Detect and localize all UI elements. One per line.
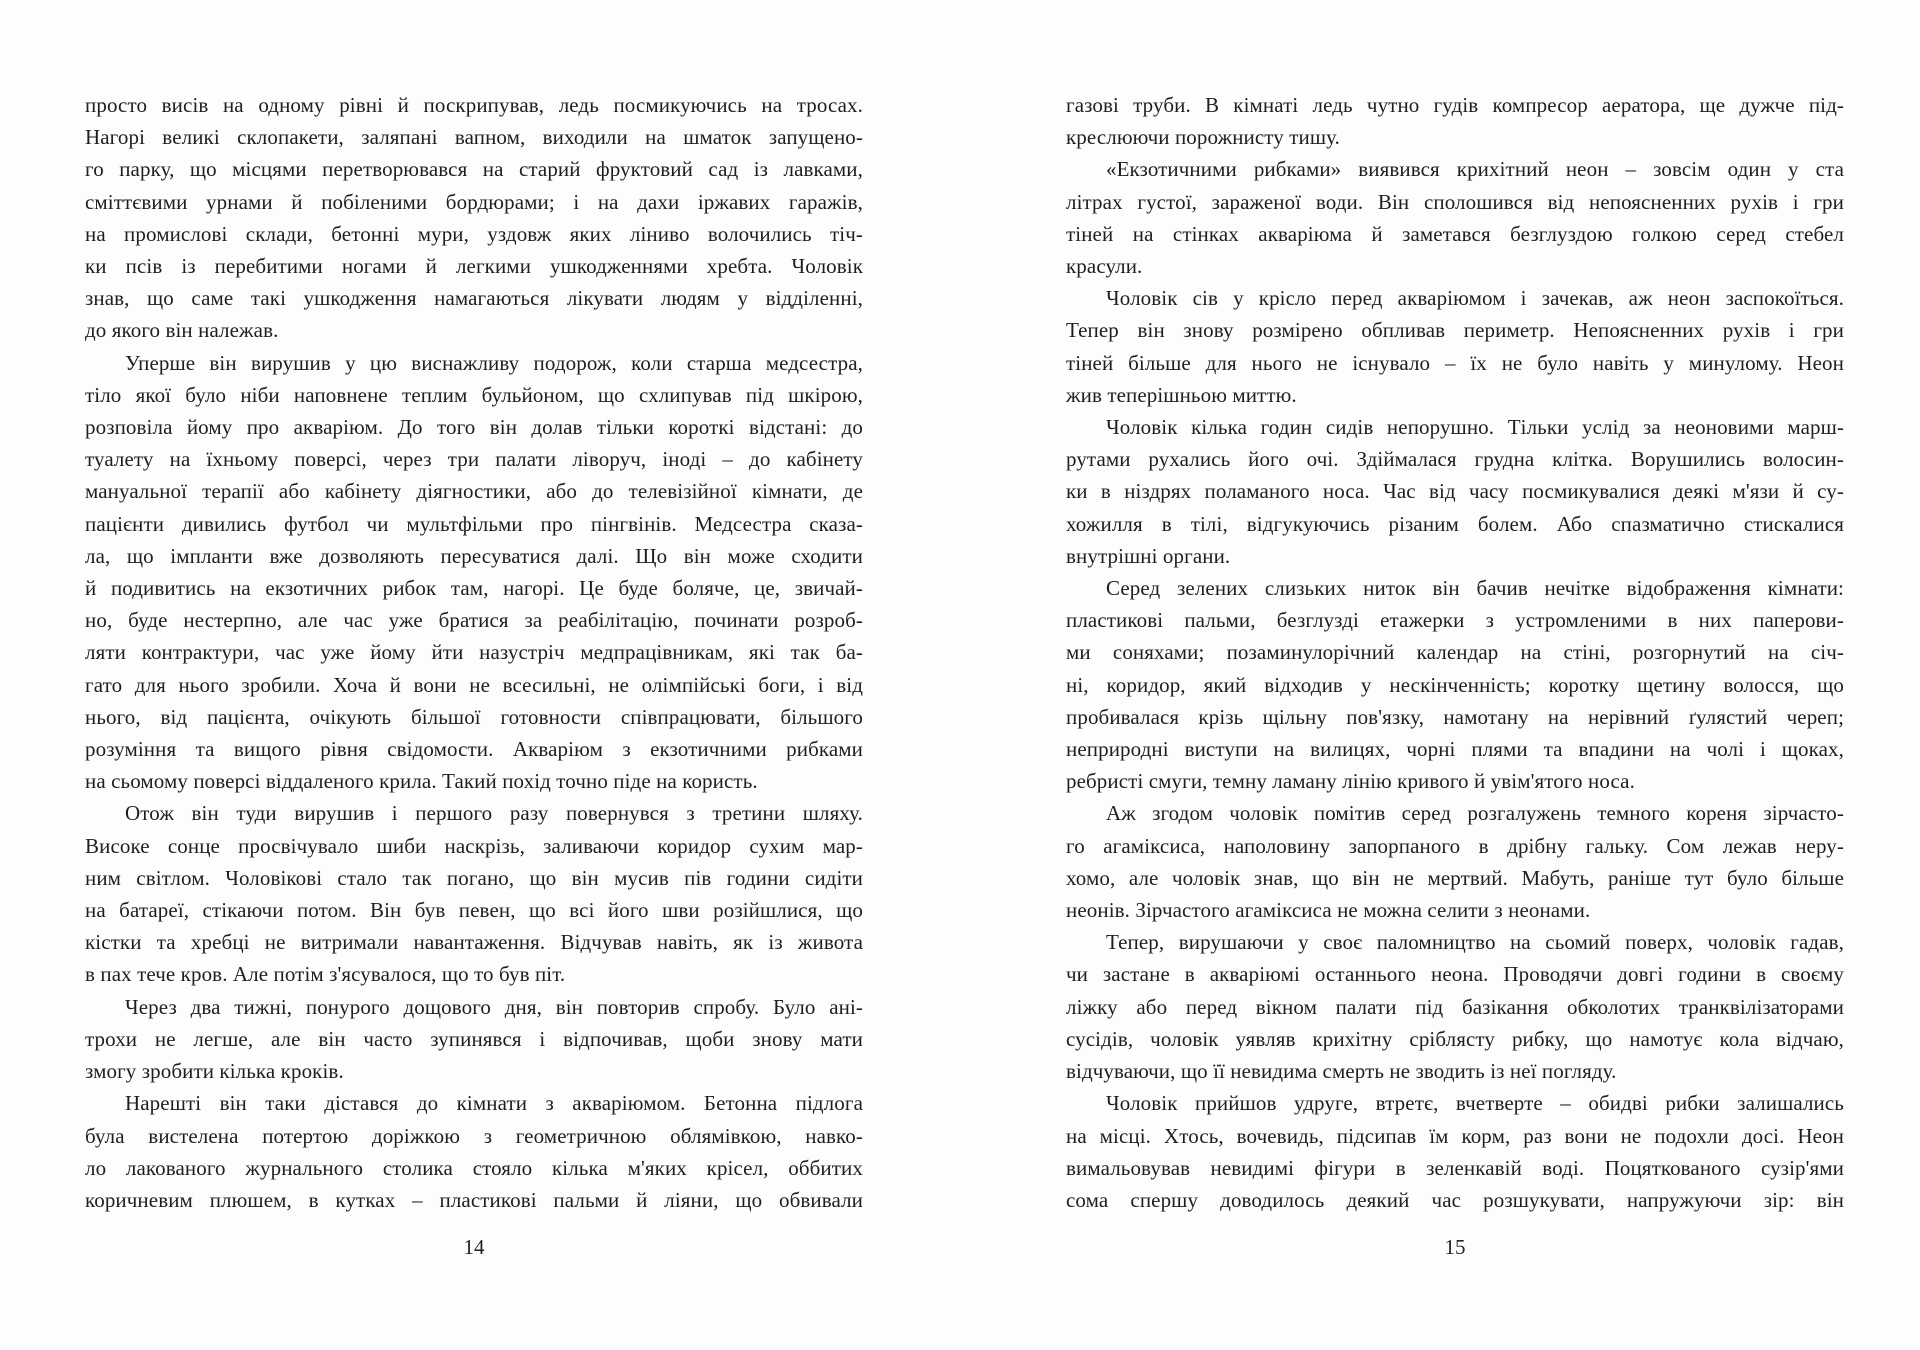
text-line: на місці. Хтось, вочевидь, підсипав їм корм, раз вони не подохли досі. Неон bbox=[1066, 1123, 1844, 1148]
text-line: но, буде нестерпно, але час уже братися за реабілітацію, починати розроб- bbox=[85, 608, 863, 633]
text-line: хомо, але чоловік знав, що він не мертвий. Мабуть, раніше тут було більше bbox=[1066, 865, 1844, 890]
text-line: змогу зробити кілька кроків. bbox=[85, 1059, 344, 1084]
text-line: Чоловік сів у крісло перед акваріюмом і зачекав, аж неон заспокоїться. bbox=[1106, 286, 1844, 311]
text-line: тіло якої було ніби наповнене теплим бульйоном, що схлипував під шкірою, bbox=[85, 382, 863, 407]
text-line: Уперше він вирушив у цю виснажливу подорож, коли старша медсестра, bbox=[125, 350, 863, 375]
text-line: трохи не легше, але він часто зупинявся і відпочивав, щоби знову мати bbox=[85, 1026, 863, 1051]
text-line: Тепер він знову розмірено обпливав периметр. Непоясненних рухів і гри bbox=[1066, 318, 1844, 343]
text-line: ліжку або перед вікном палати під базікання обколотих транквілізаторами bbox=[1066, 994, 1844, 1019]
text-line: сміттєвими урнами й побіленими бордюрами; і на дахи іржавих гаражів, bbox=[85, 189, 863, 214]
text-line: мануальної терапії або кабінету діягностики, або до телевізійної кімнати, де bbox=[85, 479, 863, 504]
text-line: ребристі смуги, темну ламану лінію кривого й увім'ятого носа. bbox=[1066, 769, 1635, 794]
text-line: пластикові пальми, безглузді етажерки з устромленими в них паперови- bbox=[1066, 608, 1844, 633]
text-line: газові труби. В кімнаті ледь чутно гудів компресор аератора, ще дужче під- bbox=[1066, 93, 1844, 117]
page-right-text bbox=[1066, 89, 1844, 1216]
text-line: Через два тижні, понурого дощового дня, він повторив спробу. Було ані- bbox=[125, 994, 863, 1019]
page-left bbox=[85, 89, 863, 1309]
text-line: на промислові склади, бетонні мури, уздовж яких ліниво волочились тіч- bbox=[85, 221, 863, 246]
text-line: розуміння та вищого рівня свідомости. Акваріюм з екзотичними рибками bbox=[85, 737, 863, 762]
text-line: сома спершу доводилось деякий час розшукувати, напружуючи зір: він bbox=[1066, 1187, 1844, 1212]
text-line: пробивалася крізь щільну пов'язку, намотану на нерівний ґулястий череп; bbox=[1066, 704, 1844, 729]
text-line: Чоловік кілька годин сидів непорушно. Тільки услід за неоновими марш- bbox=[1106, 415, 1844, 440]
text-line: розповіла йому про акваріюм. До того він долав тільки короткі відстані: до bbox=[85, 415, 863, 440]
text-line: Аж згодом чоловік помітив серед розгалужень темного кореня зірчасто- bbox=[1106, 801, 1844, 826]
text-line: ки псів із перебитими ногами й легкими ушкодженнями хребта. Чоловік bbox=[85, 254, 863, 279]
text-line: красули. bbox=[1066, 254, 1143, 279]
text-line: гато для нього зробили. Хоча й вони не всесильні, не олімпійські боги, і від bbox=[85, 672, 863, 697]
text-line: знав, що саме такі ушкодження намагаються лікувати людям у відділенні, bbox=[85, 286, 863, 311]
text-line: ми соняхами; позаминулорічний календар на стіні, розгорнутий на січ- bbox=[1066, 640, 1844, 665]
text-line: ляти контрактури, час уже йому йти назустріч медпрацівникам, які так ба- bbox=[85, 640, 863, 665]
text-line: пацієнти дивились футбол чи мультфільми про пінгвінів. Медсестра сказа- bbox=[85, 511, 863, 536]
text-line: неприродні виступи на вилицях, чорні плями та впадини на чолі і щоках, bbox=[1066, 737, 1844, 762]
page-number: 15 bbox=[1444, 1235, 1466, 1259]
text-line: рутами рухались його очі. Здіймалася грудна клітка. Ворушились волосин- bbox=[1066, 447, 1844, 472]
text-line: ні, коридор, який відходив у нескінченність; коротку щетину волосся, що bbox=[1066, 672, 1844, 697]
text-line: внутрішні органи. bbox=[1066, 543, 1231, 568]
page-number: 14 bbox=[463, 1235, 485, 1259]
text-line: й подивитись на екзотичних рибок там, нагорі. Це буде боляче, це, звичай- bbox=[85, 576, 863, 601]
text-line: «Екзотичними рибками» виявився крихітний неон – зовсім один у ста bbox=[1106, 157, 1844, 182]
text-line: Тепер, вирушаючи у своє паломництво на сьомий поверх, чоловік гадав, bbox=[1106, 930, 1844, 955]
text-line: Чоловік прийшов удруге, втретє, вчетверте – обидві рибки залишались bbox=[1106, 1091, 1844, 1116]
text-line: відчуваючи, що її невидима смерть не зводить із неї погляду. bbox=[1066, 1059, 1617, 1084]
text-line: неонів. Зірчастого агаміксиса не можна селити з неонами. bbox=[1066, 898, 1591, 923]
text-line: туалету на їхньому поверсі, через три палати ліворуч, іноді – до кабінету bbox=[85, 447, 863, 472]
text-line: Нарешті він таки дістався до кімнати з акваріюмом. Бетонна підлога bbox=[125, 1091, 863, 1116]
text-line: хожилля в тілі, відгукуючись різаним болем. Або спазматично стискалися bbox=[1066, 511, 1844, 536]
text-line: тіней на стінках акваріюма й заметався безглуздою голкою серед стебел bbox=[1066, 221, 1844, 246]
text-line: кістки та хребці не витримали навантаження. Відчував навіть, як із живота bbox=[85, 930, 863, 955]
text-line: ла, що імпланти вже дозволяють пересуватися далі. Що він може сходити bbox=[85, 543, 863, 568]
text-line: Високе сонце просвічувало шиби наскрізь, заливаючи коридор сухим мар- bbox=[85, 833, 863, 858]
text-line: Нагорі великі склопакети, заляпані вапном, виходили на шматок запущено- bbox=[85, 125, 863, 150]
text-line: вимальовував невидимі фігури в зеленкавій воді. Поцяткованого сузір'ями bbox=[1066, 1155, 1844, 1180]
text-line: на батареї, стікаючи потом. Він був певен, що всі його шви розійшлися, що bbox=[85, 898, 863, 923]
text-line: Отож він туди вирушив і першого разу повернувся з третини шляху. bbox=[125, 801, 863, 826]
text-line: просто висів на одному рівні й поскрипував, ледь посмикуючись на тросах. bbox=[85, 93, 863, 117]
text-line: жив теперішньою миттю. bbox=[1066, 382, 1297, 407]
text-line: до якого він належав. bbox=[85, 318, 279, 343]
text-line: го агаміксиса, наполовину запорпаного в дрібну гальку. Сом лежав неру- bbox=[1066, 833, 1844, 858]
text-line: в пах тече кров. Але потім з'ясувалося, що то був піт. bbox=[85, 962, 566, 987]
text-line: була вистелена потертою доріжкою з геометричною облямівкою, навко- bbox=[85, 1123, 863, 1148]
page-right bbox=[1066, 89, 1844, 1309]
text-line: ло лакованого журнального столика стояло кілька м'яких крісел, оббитих bbox=[85, 1155, 863, 1180]
text-line: сусідів, чоловік уявляв крихітну сріблясту рибку, що намотує кола відчаю, bbox=[1066, 1026, 1844, 1051]
text-line: Серед зелених слизьких ниток він бачив нечітке відображення кімнати: bbox=[1106, 576, 1844, 601]
text-line: чи застане в акваріюмі останнього неона. Проводячи довгі години в своєму bbox=[1066, 962, 1844, 987]
text-line: на сьомому поверсі віддаленого крила. Такий похід точно піде на користь. bbox=[85, 769, 758, 794]
text-line: креслюючи порожнисту тишу. bbox=[1066, 125, 1340, 150]
text-line: коричневим плюшем, в кутках – пластикові пальми й ліяни, що обвивали bbox=[85, 1187, 863, 1212]
text-line: тіней більше для нього не існувало – їх не було навіть у минулому. Неон bbox=[1066, 350, 1844, 375]
text-line: нього, від пацієнта, очікують більшої готовности співпрацювати, більшого bbox=[85, 704, 863, 729]
text-line: ним світлом. Чоловікові стало так погано, що він мусив пів години сидіти bbox=[85, 865, 863, 890]
text-line: ки в ніздрях поламаного носа. Час від часу посмикувалися деякі м'язи й су- bbox=[1066, 479, 1844, 504]
text-line: го парку, що місцями перетворювався на старий фруктовий сад із лавками, bbox=[85, 157, 863, 182]
text-line: літрах густої, зараженої води. Він сполошився від непоясненних рухів і гри bbox=[1066, 189, 1844, 214]
page-left-text bbox=[85, 89, 863, 1216]
